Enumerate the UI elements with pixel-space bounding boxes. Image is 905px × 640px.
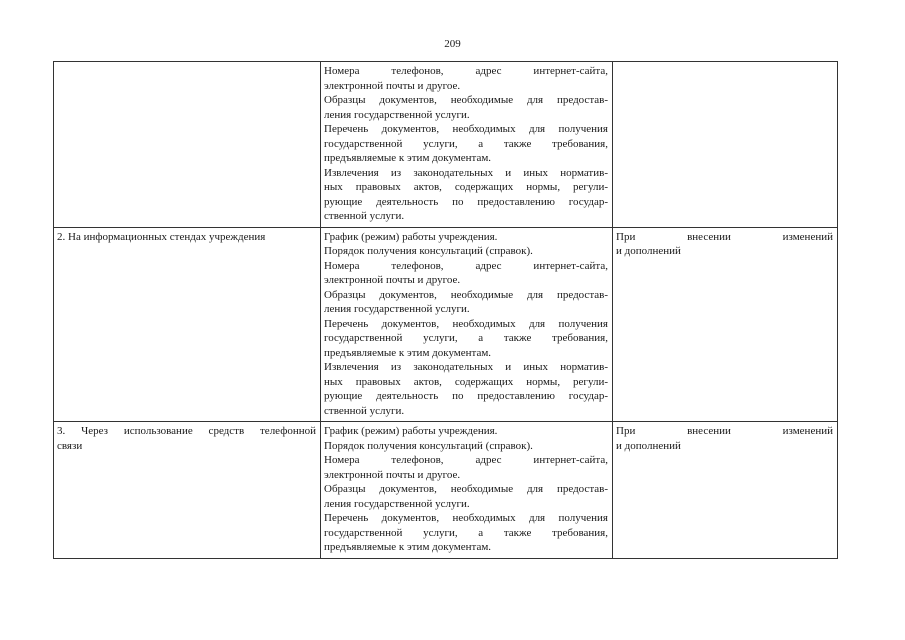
text-line: ления государственной услуги.: [324, 108, 470, 121]
text-line: связи: [57, 439, 83, 452]
text-line: Образцы документов, необходимые для предостав-: [324, 483, 608, 495]
text-line: ления государственной услуги.: [324, 303, 470, 315]
text-line: Извлечения из законодательных и иных норматив-: [324, 166, 608, 179]
text-line: и дополнений: [616, 439, 681, 452]
text-line: электронной почты и другое.: [324, 79, 461, 92]
text-line: ных правовых актов, содержащих нормы, регули-: [324, 181, 608, 193]
text-line: рующие деятельность по предоставлению государ-: [324, 195, 608, 208]
text-line: ственной услуги.: [324, 404, 405, 417]
text-line: электронной почты и другое.: [324, 274, 461, 286]
text-line: государственной услуги, а также требования,: [324, 137, 608, 150]
text-line: Порядок получения консультаций (справок).: [324, 245, 533, 257]
text-line: Извлечения из законодательных и иных норматив-: [324, 361, 608, 373]
text-line: При внесении изменений: [616, 425, 833, 437]
text-line: 3. Через использование средств телефонной: [57, 425, 316, 437]
text-line: ных правовых актов, содержащих нормы, регули-: [324, 375, 608, 388]
text-line: ственной услуги.: [324, 210, 405, 222]
table-row: [54, 227, 838, 422]
text-line: Порядок получения консультаций (справок).: [324, 439, 533, 452]
text-line: ления государственной услуги.: [324, 497, 470, 510]
text-line: При внесении изменений: [616, 230, 833, 243]
text-line: График (режим) работы учреждения.: [324, 230, 498, 243]
text-line: Образцы документов, необходимые для предостав-: [324, 288, 608, 301]
channel-cell: [54, 62, 321, 228]
channel-cell: [54, 422, 321, 559]
table-row: [54, 422, 838, 559]
frequency-cell: [613, 62, 838, 228]
channel-cell: [54, 227, 321, 422]
text-line: государственной услуги, а также требования,: [324, 526, 608, 539]
text-line: Перечень документов, необходимых для получения: [324, 512, 608, 524]
text-line: предъявляемые к этим документам.: [324, 152, 492, 164]
text-line: 2. На информационных стендах учреждения: [57, 230, 266, 243]
text-line: рующие деятельность по предоставлению государ-: [324, 390, 608, 402]
table-body: [54, 62, 838, 559]
text-line: Перечень документов, необходимых для получения: [324, 317, 608, 330]
text-line: электронной почты и другое.: [324, 468, 461, 481]
frequency-cell: [613, 422, 838, 559]
content-cell: [321, 227, 613, 422]
frequency-cell: [613, 227, 838, 422]
page-number: 209: [444, 38, 461, 50]
text-line: Перечень документов, необходимых для получения: [324, 123, 608, 135]
text-line: Номера телефонов, адрес интернет-сайта,: [324, 65, 608, 77]
text-line: предъявляемые к этим документам.: [324, 346, 492, 359]
text-line: Номера телефонов, адрес интернет-сайта,: [324, 454, 608, 466]
text-line: государственной услуги, а также требования,: [324, 332, 608, 344]
content-cell: [321, 62, 613, 228]
text-line: График (режим) работы учреждения.: [324, 425, 498, 437]
text-line: предъявляемые к этим документам.: [324, 541, 492, 553]
text-line: Номера телефонов, адрес интернет-сайта,: [324, 259, 608, 272]
table-row: [54, 62, 838, 228]
information-channels-table: [53, 61, 838, 559]
text-line: Образцы документов, необходимые для предостав-: [324, 94, 608, 106]
text-line: и дополнений: [616, 245, 681, 257]
content-cell: [321, 422, 613, 559]
